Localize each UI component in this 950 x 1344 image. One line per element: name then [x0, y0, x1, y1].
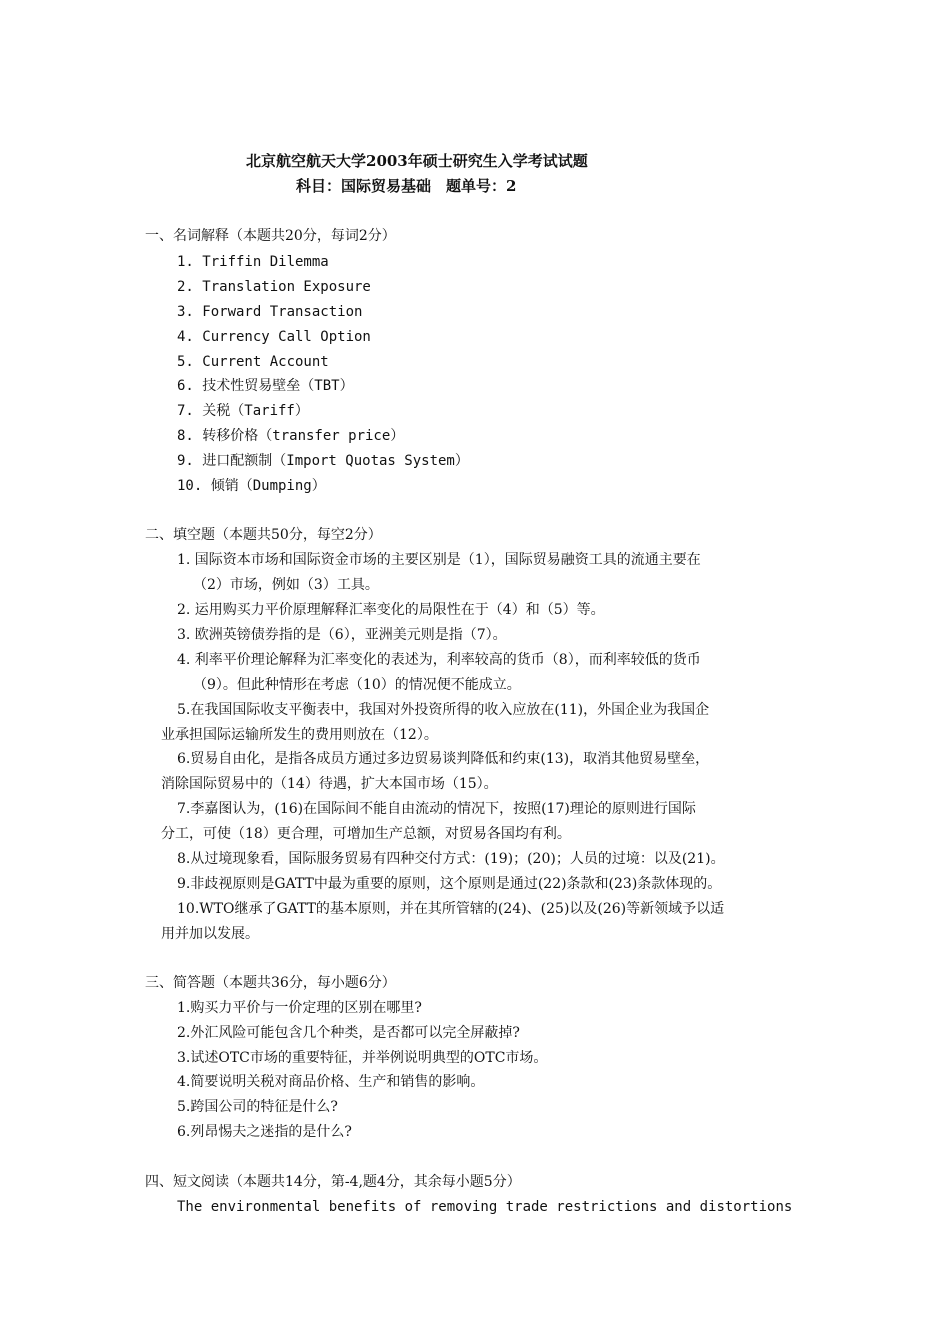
fill-blank-line: 5.在我国国际收支平衡表中，我国对外投资所得的收入应放在(11)，外国企业为我国企	[177, 702, 710, 718]
term-item: 8. 转移价格（transfer price）	[177, 428, 405, 444]
question-item: 3.试述OTC市场的重要特征，并举例说明典型的OTC市场。	[177, 1050, 548, 1066]
question-item: 5.跨国公司的特征是什么?	[177, 1099, 338, 1115]
fill-blank-line: 1. 国际资本市场和国际资金市场的主要区别是（1），国际贸易融资工具的流通主要在	[177, 552, 701, 568]
question-item: 4.简要说明关税对商品价格、生产和销售的影响。	[177, 1074, 485, 1090]
fill-blank-line: 3. 欧洲英镑债券指的是（6），亚洲美元则是指（7）。	[177, 627, 507, 643]
fill-blank-line: 消除国际贸易中的（14）待遇，扩大本国市场（15）。	[161, 776, 498, 792]
term-item: 1. Triffin Dilemma	[177, 254, 329, 270]
term-item: 9. 进口配额制（Import Quotas System）	[177, 453, 469, 469]
fill-blank-line: 用并加以发展。	[161, 926, 259, 942]
fill-blank-line: 10.WTO继承了GATT的基本原则，并在其所管辖的(24)、(25)以及(26)等新领域予以适	[177, 901, 725, 917]
fill-blank-line: 7.李嘉图认为，(16)在国际间不能自由流动的情况下，按照(17)理论的原则进行国际	[177, 801, 696, 817]
term-item: 5. Current Account	[177, 354, 329, 370]
fill-blank-line: 业承担国际运输所发生的费用则放在（12）。	[161, 727, 438, 743]
section4-heading: 四、短文阅读（本题共14分，第-4,题4分，其余每小题5分）	[145, 1174, 521, 1190]
question-item: 6.列昂惕夫之迷指的是什么?	[177, 1124, 352, 1140]
fill-blank-line: （9）。但此种情形在考虑（10）的情况便不能成立。	[193, 677, 521, 693]
fill-blank-line: 9.非歧视原则是GATT中最为重要的原则，这个原则是通过(22)条款和(23)条款体现的。	[177, 876, 722, 892]
term-item: 4. Currency Call Option	[177, 329, 371, 345]
fill-blank-line: 6.贸易自由化，是指各成员方通过多边贸易谈判降低和约束(13)，取消其他贸易壁垒，	[177, 751, 710, 767]
term-item: 2. Translation Exposure	[177, 279, 371, 295]
section2-heading: 二、填空题（本题共50分，每空2分）	[145, 527, 382, 543]
term-item: 7. 关税（Tariff）	[177, 403, 309, 419]
reading-passage-line: The environmental benefits of removing trade restrictions and distortions	[177, 1199, 793, 1215]
section1-heading: 一、名词解释（本题共20分，每词2分）	[145, 228, 396, 244]
term-item: 6. 技术性贸易壁垒（TBT）	[177, 378, 354, 394]
question-item: 2.外汇风险可能包含几个种类，是否都可以完全屏蔽掉?	[177, 1025, 520, 1041]
fill-blank-line: 8.从过境现象看，国际服务贸易有四种交付方式：(19)；(20)；人员的过境：以及(21)。	[177, 851, 725, 867]
question-item: 1.购买力平价与一价定理的区别在哪里?	[177, 1000, 422, 1016]
fill-blank-line: 分工，可使（18）更合理，可增加生产总额，对贸易各国均有利。	[161, 826, 571, 842]
section3-heading: 三、简答题（本题共36分，每小题6分）	[145, 975, 396, 991]
exam-subtitle: 科目：国际贸易基础 题单号：2	[296, 177, 517, 195]
fill-blank-line: 4. 利率平价理论解释为汇率变化的表述为，利率较高的货币（8），而利率较低的货币	[177, 652, 701, 668]
fill-blank-line: （2）市场，例如（3）工具。	[193, 577, 379, 593]
term-item: 10. 倾销（Dumping）	[177, 478, 326, 494]
term-item: 3. Forward Transaction	[177, 304, 363, 320]
exam-title: 北京航空航天大学2003年硕士研究生入学考试试题	[246, 152, 588, 170]
fill-blank-line: 2. 运用购买力平价原理解释汇率变化的局限性在于（4）和（5）等。	[177, 602, 605, 618]
